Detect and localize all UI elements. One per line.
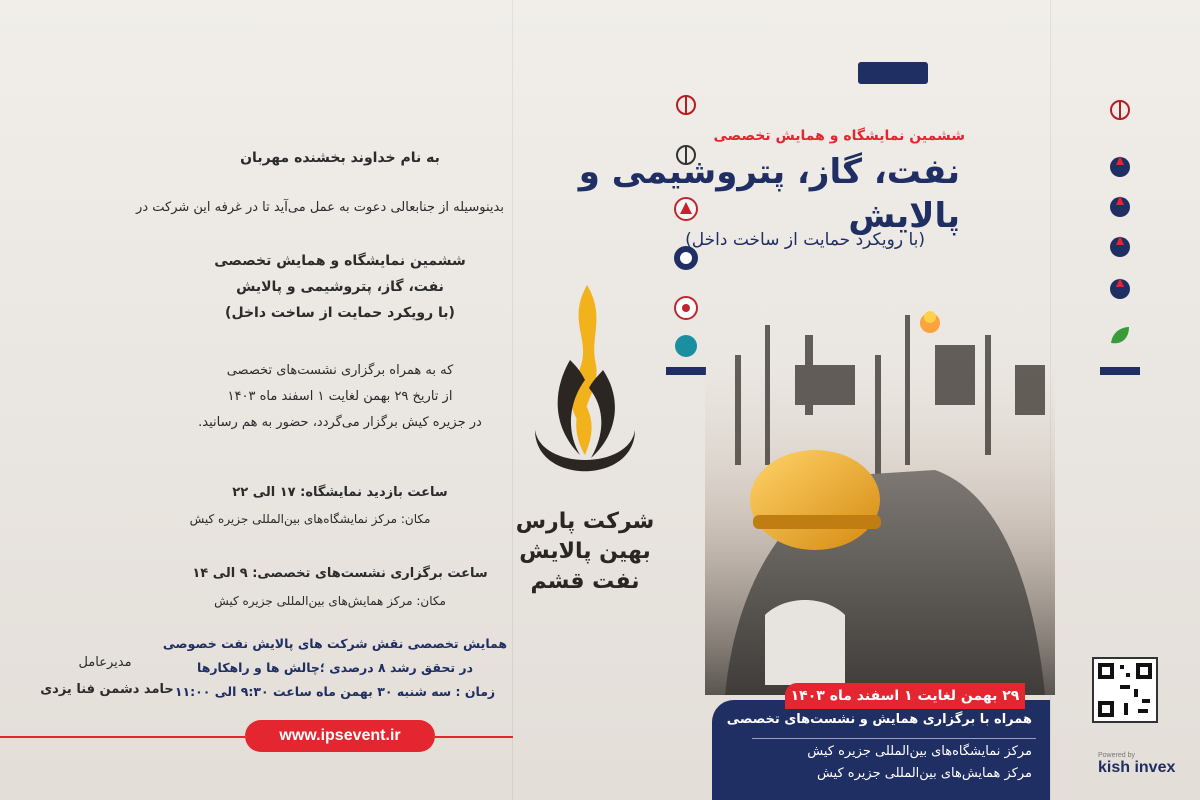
brand-strip-icon xyxy=(1100,362,1140,380)
emblem-icon xyxy=(666,90,706,122)
panel-venue: مرکز نمایشگاه‌های بین‌المللی جزیره کیش xyxy=(807,744,1032,759)
brand-strip-icon xyxy=(666,362,706,380)
flame-dark-right xyxy=(589,370,615,458)
event-info-panel xyxy=(712,700,1050,800)
details-line: در جزیره کیش برگزار می‌گردد، حضور به هم رسانید. xyxy=(198,415,482,430)
details-block xyxy=(150,358,530,436)
company-line: بهین پالایش xyxy=(519,539,651,564)
qr-code[interactable] xyxy=(1092,657,1158,723)
oil-company-logo-icon xyxy=(1100,272,1140,304)
oil-company-logo-icon xyxy=(1100,230,1140,262)
session-hours: ساعت برگزاری نشست‌های تخصصی: ۹ الی ۱۴ xyxy=(192,566,488,581)
ceo-title: مدیرعامل xyxy=(78,655,132,670)
event-title-block xyxy=(200,248,480,326)
website-link[interactable]: www.ipsevent.ir xyxy=(245,720,435,752)
pipe-fittings xyxy=(765,600,845,685)
session-place: مکان: مرکز همایش‌های بین‌المللی جزیره کیش xyxy=(214,594,446,608)
oil-company-logo-icon xyxy=(1100,190,1140,222)
flare-core xyxy=(924,311,936,323)
conference-line: در تحقق رشد ۸ درصدی ؛چالش ها و راهکارها xyxy=(197,660,473,675)
calligraphy-badge xyxy=(858,62,928,84)
cover-title-line: نفت، گاز، پتروشیمی و xyxy=(578,152,960,192)
conference-block xyxy=(150,632,520,704)
company-flame-logo xyxy=(525,280,645,510)
panel-divider xyxy=(752,738,1036,739)
company-line: شرکت پارس xyxy=(515,509,655,534)
url-rule xyxy=(0,736,245,738)
organizer-name: kish invex xyxy=(1098,759,1176,776)
cover-title-big xyxy=(579,150,960,238)
visit-hours: ساعت بازدید نمایشگاه: ۱۷ الی ۲۲ xyxy=(232,485,448,500)
powered-by-label: Powered by xyxy=(1098,752,1135,759)
globe-logo-icon xyxy=(666,330,706,362)
event-line: ششمین نمایشگاه و همایش تخصصی xyxy=(214,253,466,269)
url-rule xyxy=(435,736,513,738)
association-logo-icon xyxy=(666,292,706,324)
qr-pattern-icon xyxy=(1094,659,1156,721)
details-line: از تاریخ ۲۹ بهمن لغایت ۱ اسفند ماه ۱۴۰۳ xyxy=(227,389,453,404)
oil-company-logo-icon xyxy=(1100,150,1140,182)
panel-headline: همراه با برگزاری همایش و نشست‌های تخصصی xyxy=(726,712,1032,727)
organizer-logo xyxy=(1098,752,1175,777)
panel-venue: مرکز همایش‌های بین‌المللی جزیره کیش xyxy=(816,766,1032,781)
visit-place: مکان: مرکز نمایشگاه‌های بین‌المللی جزیره کیش xyxy=(189,512,431,526)
invite-text: بدینوسیله از جنابعالی دعوت به عمل می‌آید تا در غرفه این شرکت در xyxy=(136,200,504,215)
greeting: به نام خداوند بخشنده مهربان xyxy=(240,150,440,166)
details-line: که به همراه برگزاری نشست‌های تخصصی xyxy=(226,363,454,378)
event-line: نفت، گاز، پتروشیمی و پالایش xyxy=(236,279,444,295)
company-name-block xyxy=(510,507,660,597)
refinery-worker-illustration xyxy=(705,295,1055,695)
ceo-name: حامد دشمن فنا یزدی xyxy=(40,682,174,697)
cover-title-small: ششمین نمایشگاه و همایش تخصصی xyxy=(713,128,965,144)
event-line: (با رویکرد حمایت از ساخت داخل) xyxy=(225,305,455,321)
emblem-icon xyxy=(1100,95,1140,127)
cover-title-line: پالایش xyxy=(848,196,960,236)
event-dates: ۲۹ بهمن لغایت ۱ اسفند ماه ۱۴۰۳ xyxy=(785,683,1025,709)
conference-line: همایش تخصصی نقش شرکت های پالایش نفت خصوصی xyxy=(162,636,508,651)
hard-hat-brim xyxy=(753,515,881,529)
hard-hat xyxy=(750,450,880,550)
cover-subtitle: (با رویکرد حمایت از ساخت داخل) xyxy=(685,230,925,250)
company-line: نفت قشم xyxy=(530,569,640,594)
green-leaf-logo-icon xyxy=(1100,320,1140,352)
conference-line: زمان : سه شنبه ۳۰ بهمن ماه ساعت ۹:۳۰ الی ۱۱:۰۰ xyxy=(174,684,496,699)
